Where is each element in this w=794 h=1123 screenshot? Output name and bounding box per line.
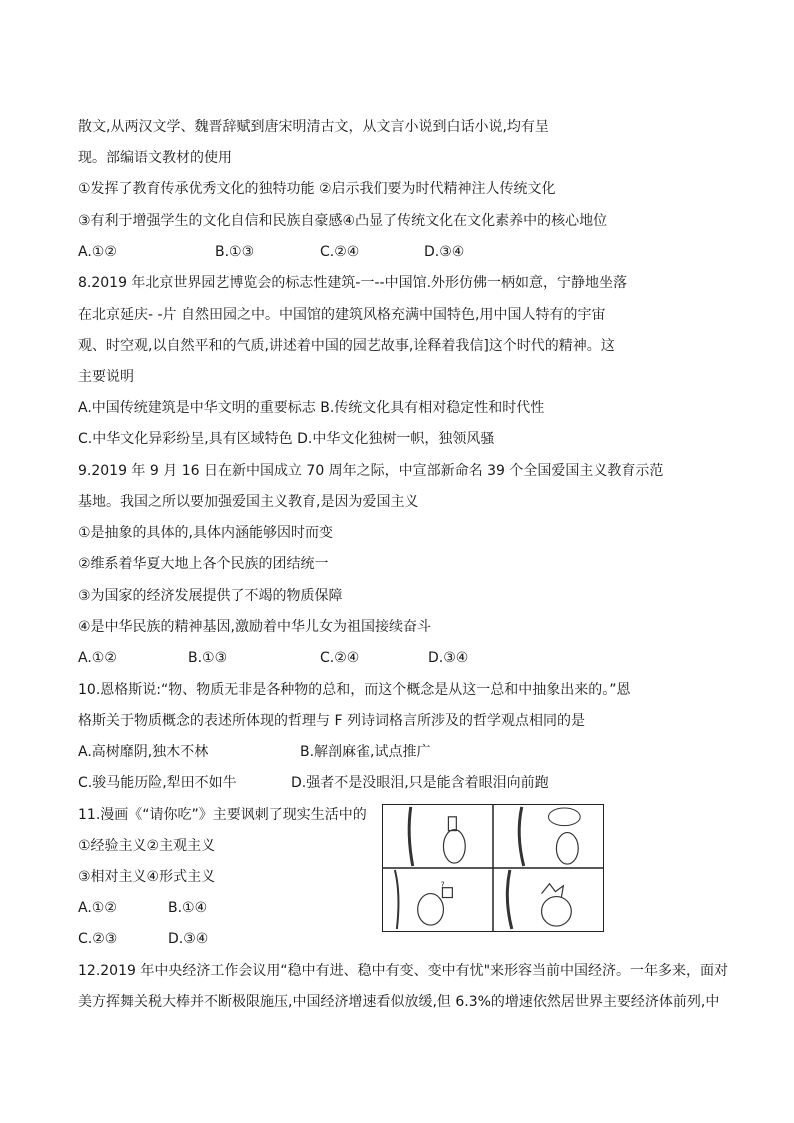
option-a: A.①② xyxy=(78,650,117,666)
question-12-stem: 美方挥舞关税大棒并不断极限施压,中国经济增速看似放缓,但 6.3%的增速依然居世界主要经济体前列,中 xyxy=(78,994,720,1010)
option-b: B.①③ xyxy=(188,650,228,666)
question-10-stem: 格斯关于物质概念的表述所体现的哲理与 F 列诗词格言所涉及的哲学观点相同的是 xyxy=(78,713,585,729)
option-d: D.③④ xyxy=(424,244,465,260)
question-8-stem: 在北京延庆- -片 自然田园之中。中国馆的建筑风格充满中国特色,用中国人特有的宇宙 xyxy=(78,307,606,323)
question-11-stem: 11.漫画《“请你吃”》主要讽刺了现实生活中的 xyxy=(78,807,367,823)
option-d: D.③④ xyxy=(428,650,469,666)
text-line: 现。部编语文教材的使用 xyxy=(78,150,232,166)
option-b: B.①③ xyxy=(215,244,255,260)
statement: ③为国家的经济发展提供了不竭的物质保障 xyxy=(78,588,343,604)
option-c: C.②④ xyxy=(320,650,360,666)
option-d: D.强者不是没眼泪,只是能含着眼泪向前跑 xyxy=(291,775,549,791)
cartoon-image xyxy=(382,804,604,932)
question-9-stem: 9.2019 年 9 月 16 日在新中国成立 70 周年之际，中宣部新命名 39 个全国爱国主义教育示范 xyxy=(78,463,664,479)
text-line: 散文,从两汉文学、魏晋辞赋到唐宋明清古文，从文言小说到白话小说,均有呈 xyxy=(78,119,549,135)
options-ab: A.中国传统建筑是中华文明的重要标志 B.传统文化具有相对稳定性和时代性 xyxy=(78,400,545,416)
statement: ②维系着华夏大地上各个民族的团结统一 xyxy=(78,556,329,572)
option-c: C.②③ xyxy=(78,931,118,947)
question-8-stem: 8.2019 年北京世界园艺博览会的标志性建筑-一--中国馆.外形仿佛一柄如意，宁静地坐落 xyxy=(78,275,628,291)
option-a: A.①② xyxy=(78,244,117,260)
statement: ①是抽象的具体的,具体内涵能够因时而变 xyxy=(78,525,333,541)
svg-text:?: ? xyxy=(440,880,445,890)
option-b: B.①④ xyxy=(168,900,208,916)
statement: ①发挥了教育传承优秀文化的独特功能 ②启示我们要为时代精神注人传统文化 xyxy=(78,181,556,197)
question-8-stem: 观、时空观,以自然平和的气质,讲述着中国的园艺故事,诠释着我信]这个时代的精神。这 xyxy=(78,338,615,354)
question-8-stem: 主要说明 xyxy=(78,369,134,385)
options-cd: C.中华文化异彩纷呈,具有区域特色 D.中华文化独树一帜，独领风骚 xyxy=(78,431,495,447)
option-c: C.②④ xyxy=(320,244,360,260)
question-12-stem: 12.2019 年中央经济工作会议用“稳中有进、稳中有变、变中有忧"来形容当前中国经济。一年多来，面对 xyxy=(78,963,729,979)
option-a: A.高树靡阴,独木不林 xyxy=(78,744,209,760)
option-c: C.骏马能历险,犁田不如牛 xyxy=(78,775,237,791)
statement: ③有利于增强学生的文化自信和民族自豪感④凸显了传统文化在文化素养中的核心地位 xyxy=(78,213,608,229)
option-d: D.③④ xyxy=(168,931,209,947)
statement: ①经验主义②主观主义 xyxy=(78,838,216,854)
statement: ④是中华民族的精神基因,激励着中华儿女为祖国接续奋斗 xyxy=(78,619,431,635)
question-10-stem: 10.恩格斯说:“物、物质无非是各种物的总和，而这个概念是从这一总和中抽象出来的。”恩 xyxy=(78,682,631,698)
option-a: A.①② xyxy=(78,900,117,916)
question-9-stem: 基地。我国之所以要加强爱国主义教育,是因为爱国主义 xyxy=(78,494,419,510)
statement: ③相对主义④形式主义 xyxy=(78,869,216,885)
option-b: B.解剖麻雀,试点推广 xyxy=(300,744,431,760)
